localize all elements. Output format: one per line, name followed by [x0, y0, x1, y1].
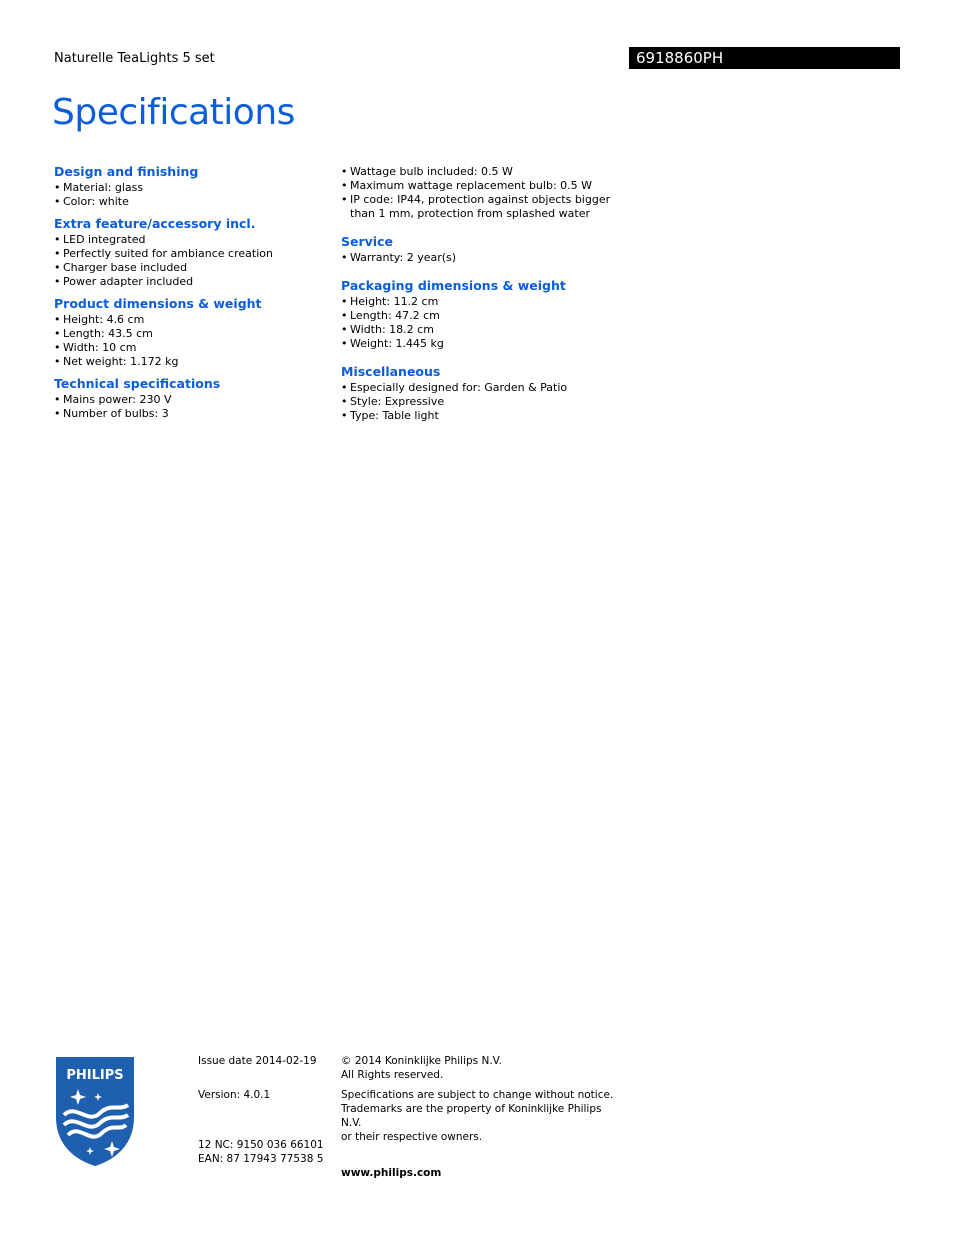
notice-line: Trademarks are the property of Koninklijke Philips N.V. [341, 1103, 602, 1129]
spec-item: • IP code: IP44, protection against objects bigger than 1 mm, protection from splashed water [341, 193, 621, 221]
notice-line: or their respective owners. [341, 1131, 483, 1143]
spec-item: • Height: 11.2 cm [341, 295, 621, 309]
spec-item: • Warranty: 2 year(s) [341, 251, 621, 265]
spec-section [341, 363, 621, 423]
issue-date: Issue date 2014-02-19 [198, 1055, 317, 1067]
spec-section [54, 215, 334, 289]
spec-item: • Especially designed for: Garden & Patio [341, 381, 621, 395]
spec-item: • Maximum wattage replacement bulb: 0.5 W [341, 179, 621, 193]
website-link[interactable]: www.philips.com [341, 1167, 442, 1179]
section-title: Technical specifications [54, 376, 221, 391]
section-title: Packaging dimensions & weight [341, 278, 566, 293]
spec-item: • Mains power: 230 V [54, 393, 334, 407]
section-title: Miscellaneous [341, 364, 441, 379]
spec-item: • Length: 47.2 cm [341, 309, 621, 323]
section-title: Extra feature/accessory incl. [54, 216, 256, 231]
nc-number: 12 NC: 9150 036 66101 [198, 1139, 324, 1151]
spec-item: • Type: Table light [341, 409, 621, 423]
spec-item: • Weight: 1.445 kg [341, 337, 621, 351]
spec-section [341, 233, 621, 265]
spec-section [341, 277, 621, 351]
logo-wordmark: PHILIPS [66, 1068, 124, 1083]
notice-line: Specifications are subject to change without notice. [341, 1089, 614, 1101]
spec-item: • Style: Expressive [341, 395, 621, 409]
footer-meta [198, 1054, 328, 1166]
spec-item: • Height: 4.6 cm [54, 313, 334, 327]
section-title: Product dimensions & weight [54, 296, 262, 311]
spec-column-left [54, 163, 334, 427]
philips-shield-logo [54, 1055, 136, 1167]
spec-item: • Perfectly suited for ambiance creation [54, 247, 334, 261]
spec-item: • Length: 43.5 cm [54, 327, 334, 341]
product-name: Naturelle TeaLights 5 set [54, 51, 215, 66]
spec-item: • Power adapter included [54, 275, 334, 289]
spec-column-right [341, 163, 621, 429]
spec-item: • Material: glass [54, 181, 334, 195]
spec-section [54, 375, 334, 421]
ean-number: EAN: 87 17943 77538 5 [198, 1153, 324, 1165]
spec-item: • Width: 10 cm [54, 341, 334, 355]
spec-item: • Width: 18.2 cm [341, 323, 621, 337]
section-title: Service [341, 234, 393, 249]
spec-section [54, 163, 334, 209]
copyright: © 2014 Koninklijke Philips N.V. [341, 1055, 502, 1067]
spec-item: • Color: white [54, 195, 334, 209]
section-title: Design and finishing [54, 164, 199, 179]
page-title: Specifications [52, 92, 295, 133]
spec-item: • Net weight: 1.172 kg [54, 355, 334, 369]
rights: All Rights reserved. [341, 1069, 444, 1081]
spec-section-continued [341, 163, 621, 221]
spec-item: • Number of bulbs: 3 [54, 407, 334, 421]
product-code-bar: 6918860PH [629, 47, 900, 69]
spec-item: • LED integrated [54, 233, 334, 247]
spec-item: • Charger base included [54, 261, 334, 275]
spec-section [54, 295, 334, 369]
footer-legal [341, 1054, 621, 1180]
version: Version: 4.0.1 [198, 1089, 271, 1101]
spec-item: • Wattage bulb included: 0.5 W [341, 165, 621, 179]
